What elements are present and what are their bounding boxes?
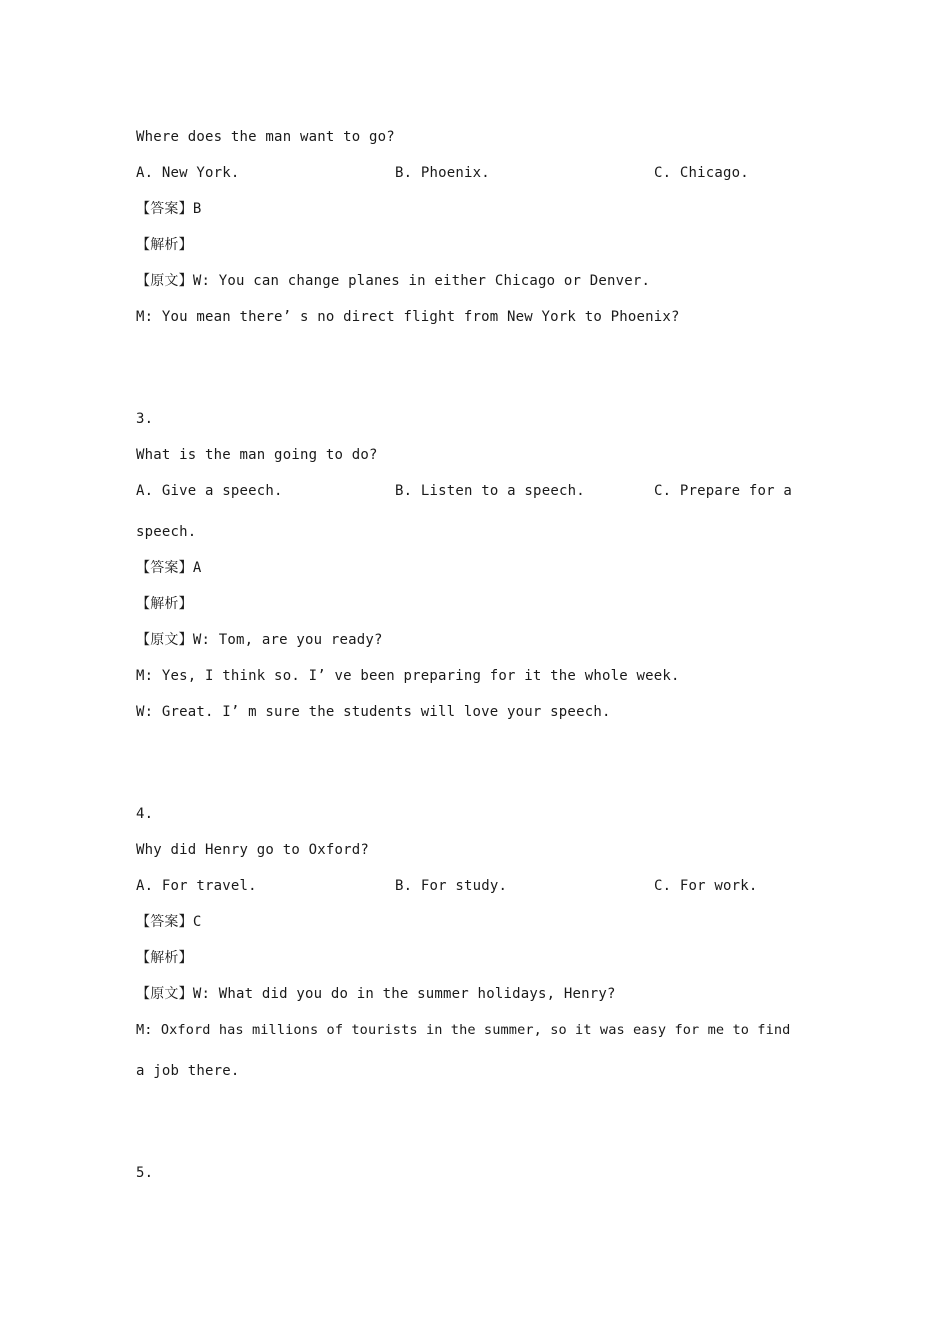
q2-question: Where does the man want to go? <box>136 129 395 145</box>
q5-number: 5. <box>136 1165 154 1181</box>
q4-analysis-label: 【解析】 <box>136 950 193 966</box>
q4-answer-label: 【答案】 <box>136 914 193 930</box>
q4-option-c: C. For work. <box>654 878 758 894</box>
q2-option-a: A. New York. <box>136 165 240 181</box>
q2-analysis-label: 【解析】 <box>136 237 193 253</box>
q3-answer-value: A <box>192 560 202 576</box>
q2-option-c: C. Chicago. <box>654 165 749 181</box>
q3-original-line2: M: Yes, I think so. I’ ve been preparing for it the whole week. <box>136 668 680 684</box>
q4-original-line1 <box>136 984 616 1004</box>
q3-question: What is the man going to do? <box>136 447 378 463</box>
q4-answer-value: C <box>192 914 202 930</box>
q3-answer <box>136 558 201 578</box>
q3-original-line1 <box>136 630 383 650</box>
q4-option-b: B. For study. <box>395 878 508 894</box>
q3-number: 3. <box>136 411 154 427</box>
q2-original-line1 <box>136 271 650 291</box>
q3-option-b: B. Listen to a speech. <box>395 483 585 499</box>
q4-original-label: 【原文】 <box>136 986 193 1002</box>
q4-question: Why did Henry go to Oxford? <box>136 842 369 858</box>
q2-original-label: 【原文】 <box>136 273 193 289</box>
q3-original-line3: W: Great. I’ m sure the students will love your speech. <box>136 704 611 720</box>
q3-analysis-label: 【解析】 <box>136 596 193 612</box>
q2-answer-label: 【答案】 <box>136 201 193 217</box>
q3-option-c-continued: speech. <box>136 524 197 540</box>
q3-answer-label: 【答案】 <box>136 560 193 576</box>
q3-line1-text: W: Tom, are you ready? <box>192 632 383 648</box>
q3-option-c: C. Prepare for a <box>654 483 793 499</box>
q2-answer <box>136 199 201 219</box>
q3-option-a: A. Give a speech. <box>136 483 283 499</box>
q2-answer-value: B <box>192 201 202 217</box>
q4-line1-text: W: What did you do in the summer holidays, Henry? <box>192 986 616 1002</box>
q2-line1-text: W: You can change planes in either Chicago or Denver. <box>192 273 651 289</box>
q4-answer <box>136 912 201 932</box>
q4-original-line2-continued: a job there. <box>136 1063 240 1079</box>
q4-original-line2: M: Oxford has millions of tourists in the summer, so it was easy for me to find <box>136 1022 791 1038</box>
q4-option-a: A. For travel. <box>136 878 257 894</box>
q2-option-b: B. Phoenix. <box>395 165 490 181</box>
q2-original-line2: M: You mean there’ s no direct flight from New York to Phoenix? <box>136 309 680 325</box>
q3-original-label: 【原文】 <box>136 632 193 648</box>
q4-number: 4. <box>136 806 154 822</box>
